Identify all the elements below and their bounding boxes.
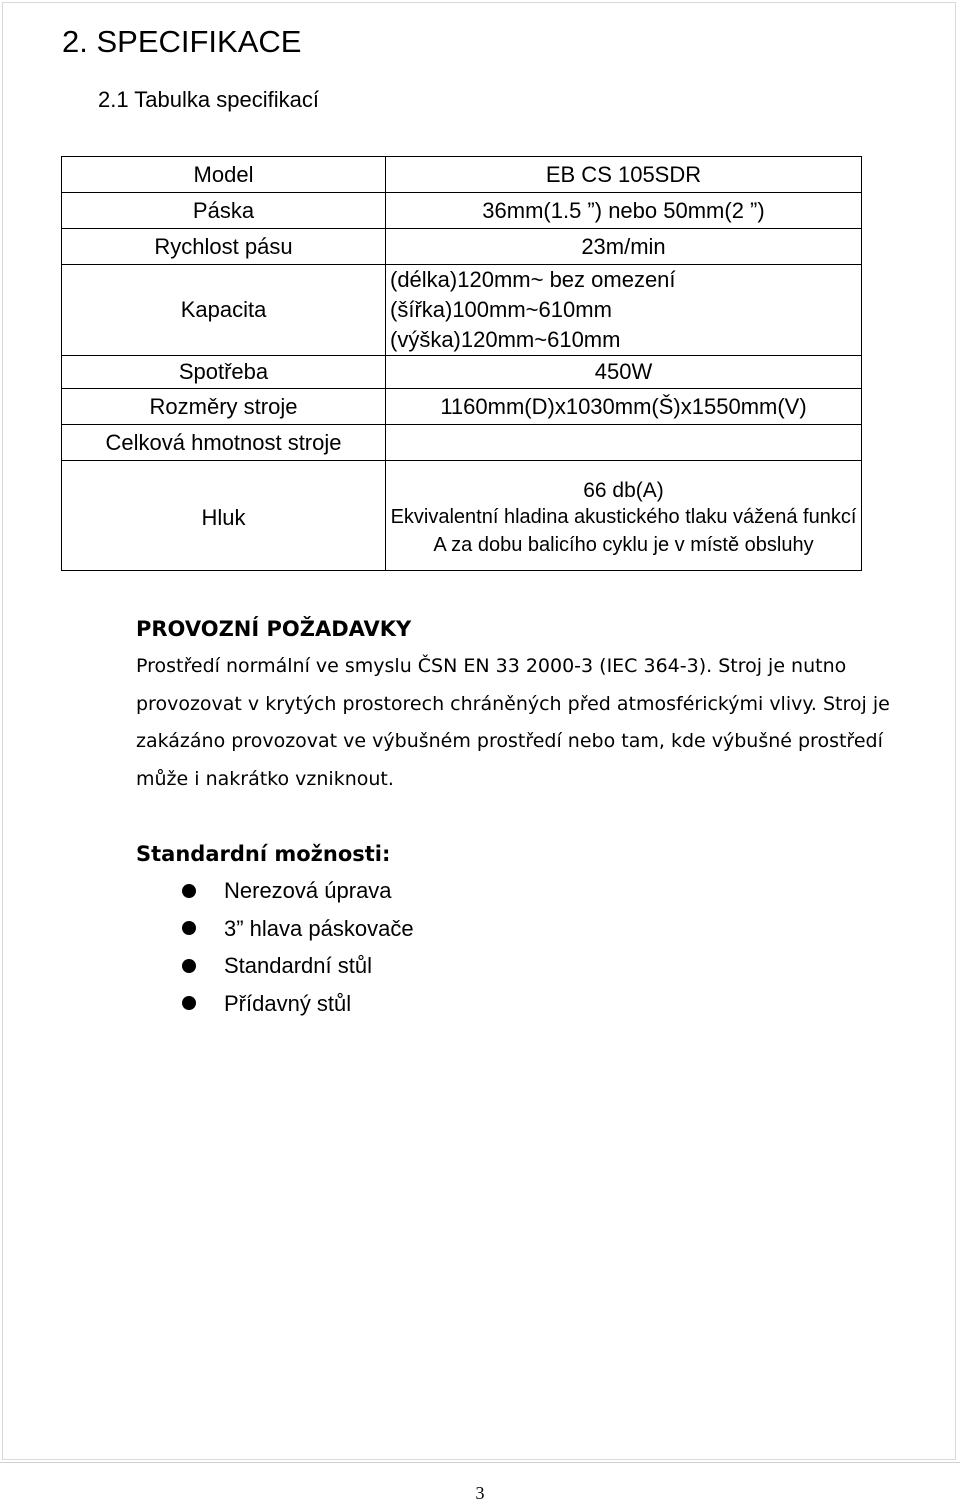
list-item xyxy=(182,947,414,985)
spec-value-capacity xyxy=(386,265,862,356)
footer-divider xyxy=(0,1462,960,1463)
list-item xyxy=(182,910,414,948)
list-item xyxy=(182,985,414,1023)
table-row xyxy=(62,265,862,356)
spec-label-power: Spotřeba xyxy=(62,356,386,389)
option-label: 3” hlava páskovače xyxy=(224,915,414,941)
spec-label-noise xyxy=(62,461,386,571)
noise-level: 66 db(A) xyxy=(583,478,664,502)
standard-options-title: Standardní možnosti: xyxy=(136,842,391,866)
spec-label-dimensions: Rozměry stroje xyxy=(62,389,386,425)
option-label: Nerezová úprava xyxy=(224,878,392,903)
spec-value-noise xyxy=(386,461,862,571)
operating-requirements-title: PROVOZNÍ POŽADAVKY xyxy=(136,617,412,641)
spec-label-tape: Páska xyxy=(62,193,386,229)
spec-value-weight xyxy=(386,425,862,461)
table-row xyxy=(62,229,862,265)
bullet-icon xyxy=(182,884,196,898)
spec-value-tape: 36mm(1.5 ”) nebo 50mm(2 ”) xyxy=(386,193,862,229)
spec-value-power: 450W xyxy=(386,356,862,389)
option-label: Přídavný stůl xyxy=(224,990,352,1016)
bullet-icon xyxy=(182,996,196,1010)
standard-options-list xyxy=(182,872,414,1022)
list-item xyxy=(182,872,414,910)
page-number: 3 xyxy=(475,1483,485,1503)
spec-value-belt-speed: 23m/min xyxy=(386,229,862,265)
table-row xyxy=(62,389,862,425)
spec-label-weight: Celková hmotnost stroje xyxy=(62,425,386,461)
noise-label-text: Hluk xyxy=(201,504,246,530)
table-row xyxy=(62,193,862,229)
noise-description: Ekvivalentní hladina akustického tlaku vážená funkcí A za dobu balicího cyklu je v místě obsluhy xyxy=(390,505,857,556)
spec-label-belt-speed: Rychlost pásu xyxy=(62,229,386,265)
option-label: Standardní stůl xyxy=(224,953,372,978)
table-row xyxy=(62,425,862,461)
table-row xyxy=(62,356,862,389)
bullet-icon xyxy=(182,959,196,973)
table-row xyxy=(62,157,862,193)
capacity-height: (výška)120mm~610mm xyxy=(390,327,621,352)
spec-value-model: EB CS 105SDR xyxy=(386,157,862,193)
table-row xyxy=(62,461,862,571)
section-heading: 2. SPECIFIKACE xyxy=(62,24,302,59)
spec-value-dimensions: 1160mm(D)x1030mm(Š)x1550mm(V) xyxy=(386,389,862,425)
capacity-width: (šířka)100mm~610mm xyxy=(390,297,612,322)
bullet-icon xyxy=(182,921,196,935)
capacity-length: (délka)120mm~ bez omezení xyxy=(390,267,676,292)
operating-requirements-text: Prostředí normální ve smyslu ČSN EN 33 2000-3 (IEC 364-3). Stroj je nutno provozovat v krytých prostorech chráněných před atmosférickými vlivy. Stroj je zakázáno provozovat ve výbušném prostředí nebo tam, kde výbušné prostředí může i nakrátko vzniknout. xyxy=(136,655,890,790)
specification-table xyxy=(61,156,862,571)
spec-label-model: Model xyxy=(62,157,386,193)
spec-label-capacity: Kapacita xyxy=(62,265,386,356)
subsection-heading: 2.1 Tabulka specifikací xyxy=(98,87,319,112)
